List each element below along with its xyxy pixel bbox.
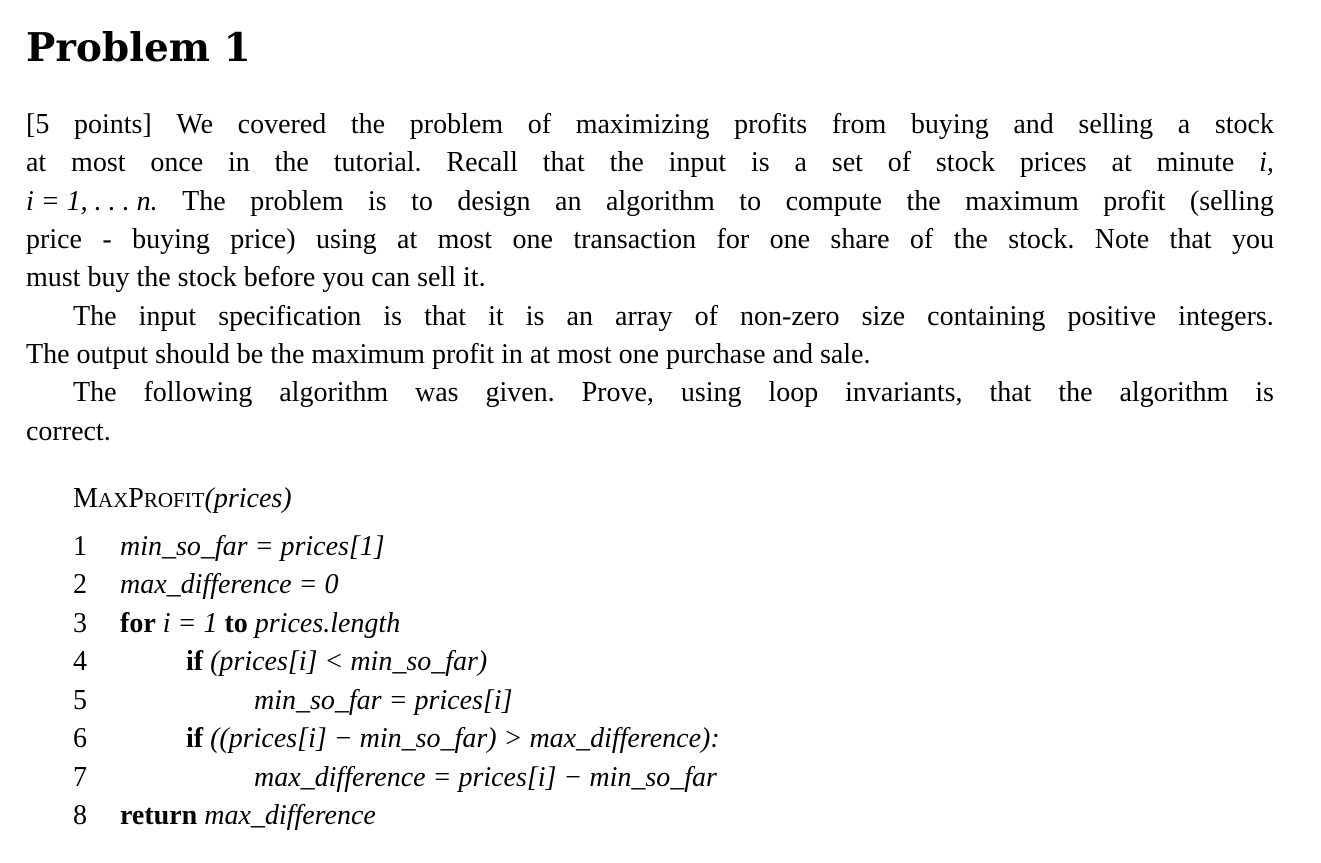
code-line-8: return max_difference <box>120 800 376 831</box>
word: that <box>989 377 1032 408</box>
paragraph-1-line-3 <box>26 183 1274 221</box>
word: most <box>71 147 126 178</box>
word: in <box>228 147 250 178</box>
word: of <box>909 224 934 255</box>
keyword-to: to <box>224 608 248 639</box>
line-number: 3 <box>73 608 87 639</box>
word: from <box>831 109 887 140</box>
code-line-4: if (prices[i] < min_so_far) <box>186 646 488 677</box>
keyword-if: if <box>186 723 204 754</box>
word: price <box>26 224 82 255</box>
paragraph-1-line-1 <box>26 106 1274 144</box>
word: at <box>1111 147 1132 178</box>
line-number: 6 <box>73 723 87 754</box>
paragraph-1-line-2 <box>26 144 1274 182</box>
word: algorithm <box>279 377 389 408</box>
word: input <box>668 147 727 178</box>
word: to <box>411 186 433 217</box>
word: We <box>176 109 214 140</box>
algorithm-name: MAXPROFIT(prices) <box>73 483 292 514</box>
word: is <box>751 147 770 178</box>
word: i = 1, . . . n. <box>26 186 158 217</box>
paragraph-2-line-2: The output should be the maximum profit in at most one purchase and sale. <box>26 339 871 370</box>
word: prices <box>1019 147 1087 178</box>
word: containing <box>927 301 1046 332</box>
word: you <box>1231 224 1274 255</box>
word: stock <box>935 147 995 178</box>
word: design <box>457 186 531 217</box>
word: The <box>182 186 226 217</box>
line-number: 7 <box>73 762 87 793</box>
word: using <box>315 224 377 255</box>
word: problem <box>409 109 504 140</box>
word: a <box>1177 109 1191 140</box>
code-line-2: max_difference = 0 <box>120 569 339 600</box>
word: buying <box>132 224 210 255</box>
line-number: 5 <box>73 685 87 716</box>
word: set <box>831 147 863 178</box>
word: of <box>887 147 912 178</box>
word: The <box>73 301 117 332</box>
code-line-6: if ((prices[i] − min_so_far) > max_difference): <box>186 723 720 754</box>
word: the <box>953 224 988 255</box>
word: invariants, <box>845 377 963 408</box>
code-line-1: min_so_far = prices[1] <box>120 531 385 562</box>
code-line-3: for i = 1 to prices.length <box>120 608 401 639</box>
word: is <box>1255 377 1274 408</box>
word: to <box>739 186 762 217</box>
word: an <box>555 186 582 217</box>
word: covered <box>237 109 327 140</box>
word: is <box>383 301 403 332</box>
word: of <box>694 301 718 332</box>
word: for <box>716 224 750 255</box>
word: is <box>367 186 387 217</box>
word: the <box>906 186 941 217</box>
line-number: 8 <box>73 800 87 831</box>
word: a <box>794 147 807 178</box>
word: minute <box>1156 147 1235 178</box>
word: maximizing <box>575 109 710 140</box>
word: that <box>1169 224 1212 255</box>
line-number: 1 <box>73 531 87 562</box>
word: one <box>512 224 553 255</box>
word: once <box>150 147 204 178</box>
word: positive <box>1067 301 1157 332</box>
word: i, <box>1259 147 1274 178</box>
line-number: 4 <box>73 646 87 677</box>
problem-title: Problem 1 <box>26 25 251 71</box>
word: compute <box>785 186 882 217</box>
word: [5 <box>26 109 50 140</box>
word: Prove, <box>581 377 654 408</box>
word: most <box>437 224 493 255</box>
word: stock. <box>1008 224 1075 255</box>
word: given. <box>485 377 555 408</box>
word: profits <box>734 109 808 140</box>
word: loop <box>768 377 819 408</box>
word: size <box>861 301 906 332</box>
paragraph-3-line-1 <box>73 374 1274 412</box>
word: stock <box>1214 109 1274 140</box>
word: Note <box>1094 224 1150 255</box>
word: that <box>424 301 467 332</box>
word: the <box>609 147 644 178</box>
word: problem <box>250 186 344 217</box>
word: algorithm <box>1119 377 1229 408</box>
keyword-return: return <box>120 800 198 831</box>
word: at <box>26 147 47 178</box>
word: the <box>1058 377 1093 408</box>
paragraph-2-line-1 <box>73 298 1274 336</box>
word: was <box>415 377 459 408</box>
code-line-7: max_difference = prices[i] − min_so_far <box>254 762 717 793</box>
word: of <box>527 109 552 140</box>
word: using <box>680 377 742 408</box>
line-number: 2 <box>73 569 87 600</box>
word: non-zero <box>740 301 840 332</box>
word: input <box>138 301 197 332</box>
word: following <box>143 377 253 408</box>
word: at <box>397 224 418 255</box>
paragraph-1-line-4 <box>26 221 1274 259</box>
word: Recall <box>446 147 518 178</box>
word: one <box>769 224 811 255</box>
word: and <box>1013 109 1054 140</box>
word: specification <box>218 301 362 332</box>
word: is <box>525 301 545 332</box>
word: maximum <box>965 186 1079 217</box>
word: selling <box>1078 109 1154 140</box>
word: algorithm <box>605 186 715 217</box>
word: integers. <box>1178 301 1274 332</box>
word: the <box>274 147 309 178</box>
word: transaction <box>573 224 697 255</box>
word: - <box>102 224 112 255</box>
paragraph-1-line-5: must buy the stock before you can sell it. <box>26 262 486 293</box>
word: buying <box>910 109 989 140</box>
word: it <box>488 301 504 332</box>
word: The <box>73 377 117 408</box>
word: an <box>566 301 593 332</box>
word: share <box>830 224 890 255</box>
word: profit <box>1103 186 1166 217</box>
word: that <box>542 147 585 178</box>
paragraph-3-line-2: correct. <box>26 416 111 447</box>
code-line-5: min_so_far = prices[i] <box>254 685 513 716</box>
word: tutorial. <box>333 147 422 178</box>
word: price) <box>230 224 296 255</box>
word: the <box>350 109 386 140</box>
word: (selling <box>1189 186 1274 217</box>
word: points] <box>73 109 152 140</box>
keyword-if: if <box>186 646 204 677</box>
word: array <box>615 301 673 332</box>
keyword-for: for <box>120 608 156 639</box>
